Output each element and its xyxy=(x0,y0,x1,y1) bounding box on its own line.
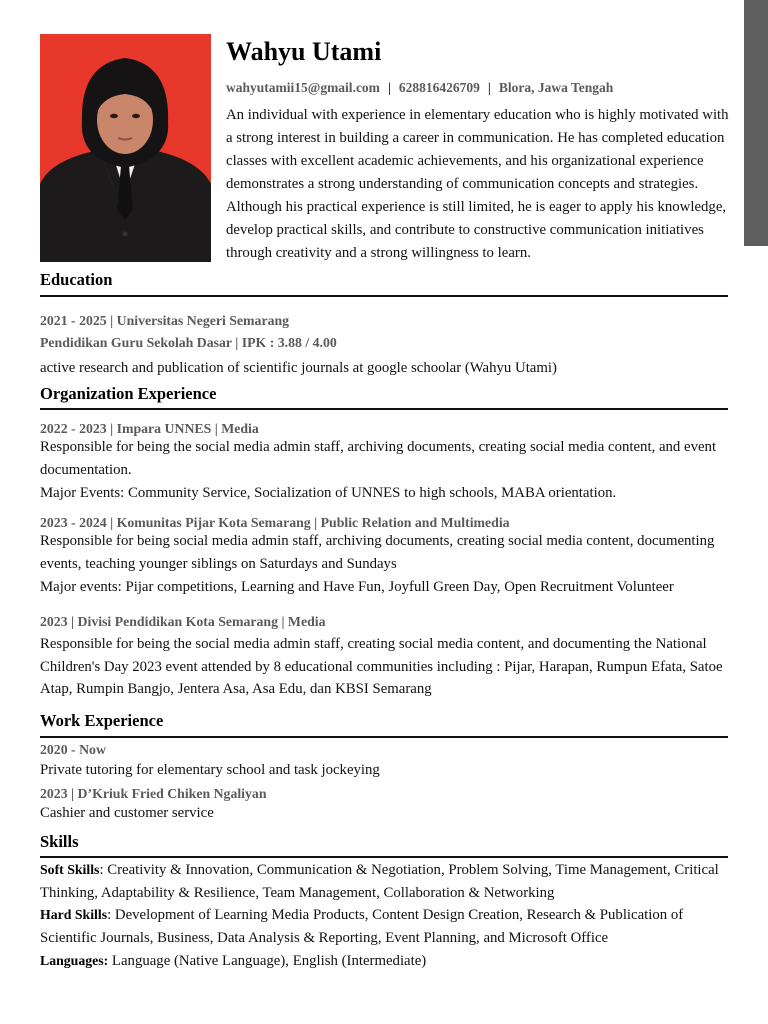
soft-skills-text: : Creativity & Innovation, Communication & Negotiation, Problem Solving, Time Management, Critical Thinking, Adaptability & Resilience, Team Management, Collaboration & Networking xyxy=(40,862,719,901)
section-title-skills: Skills xyxy=(40,832,79,851)
section-title-work: Work Experience xyxy=(40,711,164,730)
work-heading: 2023 | D’Kriuk Fried Chiken Ngaliyan xyxy=(40,786,267,801)
education-major-ipk: Pendidikan Guru Sekolah Dasar | IPK : 3.88 / 4.00 xyxy=(40,335,337,350)
work-heading: 2020 - Now xyxy=(40,742,106,757)
org-heading: 2023 - 2024 | Komunitas Pijar Kota Semarang | Public Relation and Multimedia xyxy=(40,515,510,530)
section-title-education: Education xyxy=(40,270,113,289)
profile-summary: An individual with experience in elementary education who is highly motivated with a strong interest in building a career in communication. He has completed education classes with excellent academic achievements, and his organizational experience demonstrates a strong understanding of communication concepts and strategies. Although his practical experience is still limited, he is eager to apply his knowledge, develop practical skills, and contribute to constructive communication initiatives through creativity and a strong willingness to learn. xyxy=(226,107,729,261)
separator: | xyxy=(387,80,391,95)
hard-skills-label: Hard Skills xyxy=(40,907,108,922)
location-text: Blora, Jawa Tengah xyxy=(498,80,614,95)
scrollbar-thumb[interactable] xyxy=(744,0,768,246)
section-title-organization: Organization Experience xyxy=(40,384,217,403)
education-period-school: 2021 - 2025 | Universitas Negeri Semarang xyxy=(40,313,290,328)
divider xyxy=(40,856,728,858)
phone-text: 628816426709 xyxy=(398,80,480,95)
org-heading: 2022 - 2023 | Impara UNNES | Media xyxy=(40,421,259,436)
org-description: Responsible for being the social media admin staff, archiving documents, creating social media content, and event documentation. xyxy=(40,439,717,478)
profile-photo xyxy=(40,34,211,262)
divider xyxy=(40,736,728,738)
education-note: active research and publication of scientific journals at google schoolar (Wahyu Utami) xyxy=(40,360,557,376)
separator: | xyxy=(487,80,491,95)
languages-label: Languages: xyxy=(40,953,109,968)
hard-skills-text: : Development of Learning Media Products, Content Design Creation, Research & Publication of Scientific Journals, Business, Data Analysis & Reporting, Event Planning, and Microsoft Office xyxy=(40,907,684,946)
org-heading: 2023 | Divisi Pendidikan Kota Semarang | Media xyxy=(40,614,326,629)
soft-skills xyxy=(40,859,740,904)
work-description: Private tutoring for elementary school and task jockeying xyxy=(40,762,380,778)
contact-info xyxy=(226,78,613,98)
languages-text: Language (Native Language), English (Intermediate) xyxy=(108,953,427,969)
divider xyxy=(40,408,728,410)
org-events: Major events: Pijar competitions, Learning and Have Fun, Joyfull Green Day, Open Recruitment Volunteer xyxy=(40,579,674,595)
hard-skills xyxy=(40,904,740,949)
candidate-name: Wahyu Utami xyxy=(226,37,382,66)
org-description: Responsible for being the social media admin staff, creating social media content, and documenting the National Children's Day 2023 event attended by 8 educational communities including : Pijar, Harapan, Rumpun Efata, Satoe Atap, Rumpin Bangjo, Jentera Asa, Asa Edu, dan KBSI Semarang xyxy=(40,636,723,698)
divider xyxy=(40,295,728,297)
org-events: Major Events: Community Service, Socialization of UNNES to high schools, MABA orientation. xyxy=(40,485,617,501)
org-description: Responsible for being social media admin staff, archiving documents, creating social media content, documenting events, teaching younger siblings on Saturdays and Sundays xyxy=(40,533,715,572)
soft-skills-label: Soft Skills xyxy=(40,862,100,877)
portrait-illustration xyxy=(40,34,211,262)
languages xyxy=(40,950,740,973)
work-description: Cashier and customer service xyxy=(40,805,214,821)
email-text: wahyutamii15@gmail.com xyxy=(226,80,380,95)
